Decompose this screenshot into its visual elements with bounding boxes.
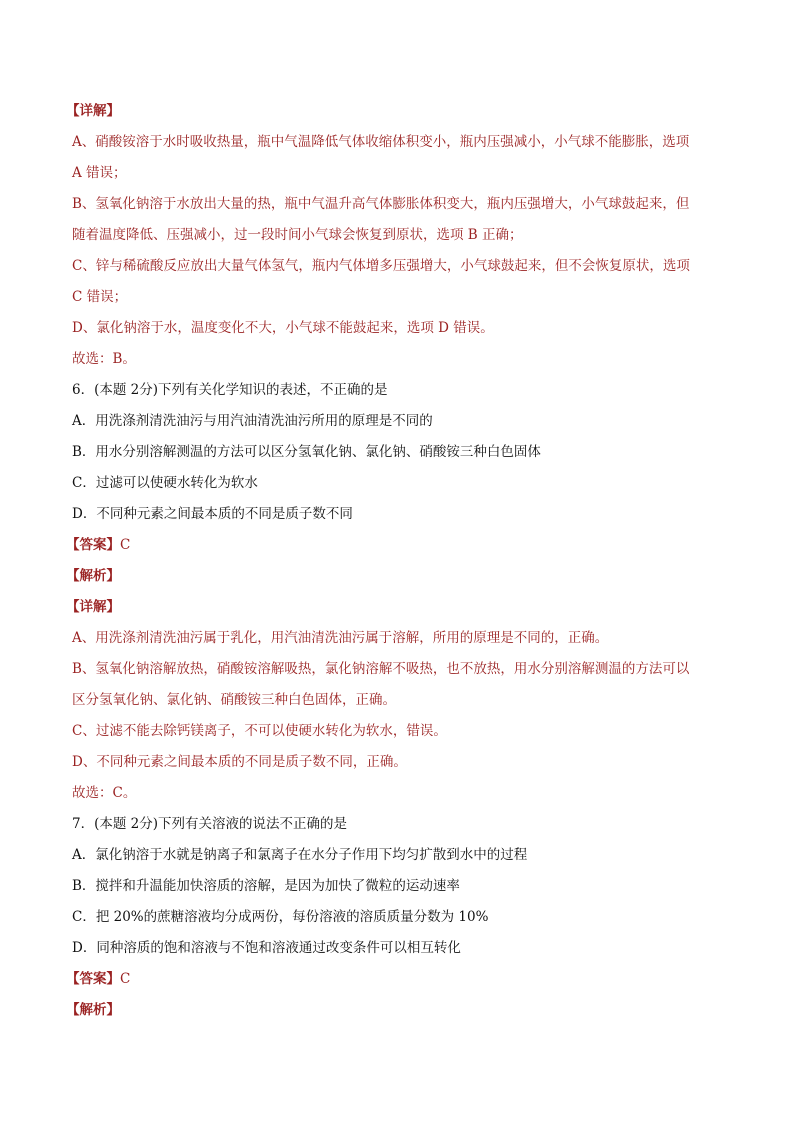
conclusion-line: 故选：C。 xyxy=(72,785,137,801)
explanation-line: B、氢氧化钠溶解放热，硝酸铵溶解吸热，氯化钠溶解不吸热，也不放热，用水分别溶解测温的方法可以 xyxy=(72,661,690,677)
question-6-stem: 6．(本题 2分)下列有关化学知识的表述，不正确的是 xyxy=(72,382,388,398)
question-6-option-c: C．过滤可以使硬水转化为软水 xyxy=(72,475,258,491)
question-7-option-b: B．搅拌和升温能加快溶质的溶解，是因为加快了微粒的运动速率 xyxy=(72,878,460,894)
explanation-line: D、不同种元素之间最本质的不同是质子数不同，正确。 xyxy=(72,754,407,770)
question-7-option-d: D．同种溶质的饱和溶液与不饱和溶液通过改变条件可以相互转化 xyxy=(72,940,461,956)
explanation-line: D、氯化钠溶于水，温度变化不大，小气球不能鼓起来，选项 D 错误。 xyxy=(72,320,494,336)
question-7-jiexi-header: 【解析】 xyxy=(66,1002,120,1018)
explanation-line: A、硝酸铵溶于水时吸收热量，瓶中气温降低气体收缩体积变小，瓶内压强减小，小气球不能膨胀，选项 xyxy=(72,134,690,150)
answer-value: C xyxy=(120,971,131,987)
question-6-jiexi-header: 【解析】 xyxy=(66,568,120,584)
explanation-line: A、用洗涤剂清洗油污属于乳化，用汽油清洗油污属于溶解，所用的原理是不同的，正确。 xyxy=(72,630,609,646)
answer-label: 【答案】 xyxy=(66,971,120,987)
explanation-line: 区分氢氧化钠、氯化钠、硝酸铵三种白色固体，正确。 xyxy=(72,692,396,708)
explanation-line: B、氢氧化钠溶于水放出大量的热，瓶中气温升高气体膨胀体积变大，瓶内压强增大，小气球鼓起来，但 xyxy=(72,196,690,212)
explanation-line: C、过滤不能去除钙镁离子，不可以使硬水转化为软水，错误。 xyxy=(72,723,447,739)
question-7-stem: 7．(本题 2分)下列有关溶液的说法不正确的是 xyxy=(72,816,348,832)
question-6-option-a: A．用洗涤剂清洗油污与用汽油清洗油污所用的原理是不同的 xyxy=(72,413,433,429)
conclusion-line: 故选：B。 xyxy=(72,351,136,367)
question-6-option-d: D．不同种元素之间最本质的不同是质子数不同 xyxy=(72,506,353,522)
question-7-option-c: C．把 20%的蔗糖溶液均分成两份，每份溶液的溶质质量分数为 10% xyxy=(72,909,489,925)
explanation-line: 随着温度降低、压强减小，过一段时间小气球会恢复到原状，选项 B 正确； xyxy=(72,227,523,243)
question-6-xiangjie-header: 【详解】 xyxy=(66,599,120,615)
question-7-answer xyxy=(66,964,722,995)
question-7-option-a: A．氯化钠溶于水就是钠离子和氯离子在水分子作用下均匀扩散到水中的过程 xyxy=(72,847,528,863)
explanation-line: A 错误； xyxy=(72,165,127,181)
answer-value: C xyxy=(120,537,131,553)
document-content xyxy=(66,96,722,1026)
question-6-answer xyxy=(66,530,722,561)
explanation-line: C 错误； xyxy=(72,289,128,305)
explanation-line: C、锌与稀硫酸反应放出大量气体氢气，瓶内气体增多压强增大，小气球鼓起来，但不会恢复原状，选项 xyxy=(72,258,690,274)
xiangjie-header: 【详解】 xyxy=(66,103,120,119)
question-6-option-b: B．用水分别溶解测温的方法可以区分氢氧化钠、氯化钠、硝酸铵三种白色固体 xyxy=(72,444,541,460)
answer-label: 【答案】 xyxy=(66,537,120,553)
